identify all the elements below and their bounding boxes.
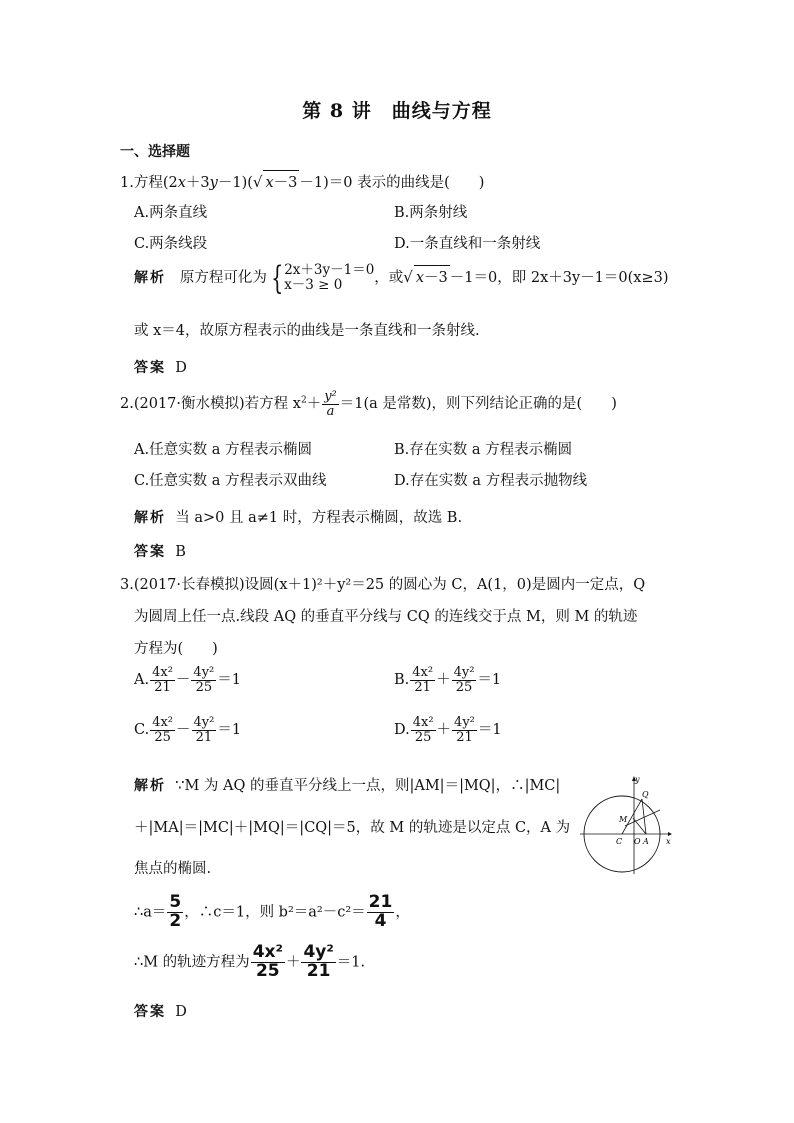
q1-sqrt	[263, 170, 299, 192]
q3-option-b-label: B.	[394, 672, 410, 689]
q3-a-op: －	[175, 672, 191, 689]
q3-option-d-label: D.	[394, 722, 410, 739]
q2-exp: 2	[300, 395, 307, 406]
radical-sign: √	[252, 173, 263, 191]
q3-a-d2: 25	[195, 679, 213, 695]
q1-answer-value: D	[175, 360, 187, 376]
q3-d-n2: 4y²	[454, 715, 475, 730]
q3-final-op: ＋	[285, 954, 301, 971]
label-c: C	[616, 837, 623, 846]
q1-analysis-sqrt-rest: －3	[424, 270, 448, 286]
q1-analysis-3: －1＝0，即 2x＋3y－1＝0(x≥3)	[449, 270, 669, 286]
q1-option-b: B.两条射线	[394, 205, 468, 221]
q3-final-d2: 21	[306, 960, 331, 981]
q1-stem-a: 1.方程(2	[120, 175, 178, 191]
q3-line-b-1: ∴M 的轨迹方程为	[134, 954, 250, 971]
q1-stem	[120, 170, 484, 192]
x-axis-arrow-icon	[668, 832, 672, 836]
q2-answer	[134, 541, 186, 561]
radical-sign: √	[403, 268, 413, 286]
q3-d-d2: 21	[456, 729, 473, 745]
q3-d-n1: 4x²	[412, 715, 434, 730]
q1-var-x: x	[177, 175, 186, 191]
q3-c-op: －	[176, 722, 191, 739]
q3-d-op: ＋	[436, 722, 452, 739]
q3-analysis-line2: ＋|MA|＝|MC|＋|MQ|＝|CQ|＝5，故 M 的轨迹是以定点 C，A 为	[134, 820, 571, 836]
q3-b-n2: 4y²	[453, 665, 475, 680]
section-heading: 一、选择题	[120, 144, 190, 160]
q2-stem-1: 2.(2017·衡水模拟)若方程 x	[120, 396, 301, 413]
q1-system	[284, 263, 374, 293]
q3-option-d	[394, 716, 502, 744]
q3-frac-a	[167, 894, 183, 931]
q2-option-c: C.任意实数 a 方程表示双曲线	[134, 473, 327, 489]
q3-d-rhs: ＝1	[477, 722, 502, 739]
q3-option-a-frac1	[150, 666, 175, 694]
q3-option-c-frac2	[192, 716, 217, 744]
q2-stem-2: ＋	[306, 396, 322, 413]
q3-stem-line3: 方程为( )	[134, 641, 218, 657]
q3-c-d1: 25	[154, 729, 171, 745]
q3-b-d1: 21	[414, 679, 431, 695]
q3-final-d1: 25	[255, 960, 280, 981]
q3-option-a-frac2	[191, 666, 216, 694]
q3-a-n2: 4y²	[193, 665, 215, 680]
ellipse-geometry-figure	[578, 774, 674, 878]
q3-b-op: ＋	[436, 672, 451, 689]
q3-stem-line1: 3.(2017·长春模拟)设圆(x＋1)²＋y²＝25 的圆心为 C，A(1，0)是圆内一定点，Q	[120, 577, 646, 593]
q2-analysis	[134, 506, 462, 527]
q3-option-b-frac1	[410, 666, 435, 694]
q3-frac-b-den: 4	[374, 910, 387, 931]
q2-stem	[120, 390, 617, 418]
q3-c-n2: 4y²	[193, 715, 215, 730]
q3-option-a-label: A.	[134, 672, 150, 689]
q2-option-d: D.存在实数 a 方程表示抛物线	[394, 473, 588, 489]
label-x: x	[666, 837, 671, 846]
q1-stem-d: －1)(	[217, 175, 253, 191]
q3-line-a-3: ，	[395, 904, 410, 921]
q2-option-a: A.任意实数 a 方程表示椭圆	[134, 442, 312, 458]
q2-frac-num: y²	[324, 389, 337, 404]
q3-a-n1: 4x²	[152, 665, 173, 680]
label-o: O	[634, 837, 641, 846]
q1-analysis-1: 原方程可化为	[179, 270, 267, 286]
q3-answer-value: D	[175, 1004, 187, 1020]
q2-frac-den: a	[326, 403, 335, 419]
q2-stem-3: ＝1(a 是常数)，则下列结论正确的是( )	[339, 396, 617, 413]
q3-option-c-frac1	[150, 716, 175, 744]
q2-fraction	[322, 390, 339, 418]
q3-line-b-2: ＝1.	[336, 954, 366, 971]
q1-stem-b: ＋3	[185, 175, 210, 191]
q2-answer-value: B	[175, 544, 186, 560]
q3-analysis-1: ∵M 为 AQ 的垂直平分线上一点，则|AM|＝|MQ|，∴|MC|	[175, 778, 561, 794]
q3-line-a-1: ∴a＝	[134, 904, 167, 921]
q2-analysis-text: 当 a>0 且 a≠1 时，方程表示椭圆，故选 B.	[175, 510, 463, 526]
q3-analysis-label: 解析	[134, 778, 166, 794]
q1-stem-g: －1)＝0 表示的曲线是( )	[299, 175, 485, 191]
page-title: 第 8 讲 曲线与方程	[302, 100, 492, 122]
q3-c-d2: 21	[195, 729, 213, 745]
label-a: A	[643, 837, 649, 846]
q3-analysis-line1	[134, 774, 560, 795]
q3-option-d-frac2	[452, 716, 477, 744]
q1-sqrt-rest: －3	[273, 175, 298, 191]
q3-answer-label: 答案	[134, 1004, 166, 1020]
q3-analysis-line3: 焦点的椭圆.	[134, 861, 212, 877]
label-q: Q	[642, 790, 649, 799]
q3-final-frac2	[301, 944, 335, 981]
q1-option-a: A.两条直线	[134, 205, 208, 221]
q3-a-d1: 21	[154, 679, 171, 695]
q3-frac-b	[367, 894, 395, 931]
q3-b-n1: 4x²	[412, 665, 434, 680]
q1-analysis-sqrt-x: x	[415, 270, 425, 286]
q1-option-c: C.两条线段	[134, 236, 208, 252]
q3-final-n1: 4x²	[252, 942, 283, 962]
perpendicular-bisector	[625, 810, 660, 826]
q3-option-c-label: C.	[134, 722, 150, 739]
q3-option-b-frac2	[452, 666, 477, 694]
q1-analysis	[134, 259, 669, 297]
label-y: y	[635, 775, 640, 784]
q3-stem-line2: 为圆周上任一点.线段 AQ 的垂直平分线与 CQ 的连线交于点 M，则 M 的轨迹	[134, 609, 638, 625]
q1-analysis-label: 解析	[134, 270, 166, 286]
q2-answer-label: 答案	[134, 544, 166, 560]
q3-a-rhs: ＝1	[217, 672, 241, 689]
q3-line-b	[134, 944, 365, 981]
q3-line-a	[134, 894, 410, 931]
q1-analysis-2: ，或	[374, 270, 404, 286]
q2-analysis-label: 解析	[134, 510, 166, 526]
q3-option-c	[134, 716, 241, 744]
q3-line-a-2: ，∴c＝1，则 b²＝a²－c²＝	[184, 904, 366, 921]
q1-var-y: y	[209, 175, 218, 191]
q1-analysis-sqrt	[414, 265, 450, 287]
q3-b-d2: 25	[455, 679, 473, 695]
q3-final-frac1	[251, 944, 285, 981]
q3-c-n1: 4x²	[152, 715, 174, 730]
q3-c-rhs: ＝1	[217, 722, 242, 739]
brace-icon: {	[270, 259, 284, 297]
q3-option-b	[394, 666, 501, 694]
q3-option-d-frac1	[411, 716, 436, 744]
q2-option-b: B.存在实数 a 方程表示椭圆	[394, 442, 573, 458]
label-m: M	[619, 815, 628, 824]
q1-answer-label: 答案	[134, 360, 166, 376]
q3-option-a	[134, 666, 241, 694]
q1-system-eq1: 2x＋3y－1＝0	[284, 262, 375, 279]
q3-frac-a-num: 5	[169, 892, 182, 912]
q3-b-rhs: ＝1	[477, 672, 502, 689]
q1-analysis-line2: 或 x＝4，故原方程表示的曲线是一条直线和一条射线.	[134, 323, 480, 339]
q3-answer	[134, 1001, 187, 1021]
q1-answer	[134, 357, 187, 377]
q3-frac-a-den: 2	[169, 910, 182, 931]
q3-final-n2: 4y²	[303, 942, 334, 962]
q3-frac-b-num: 21	[368, 892, 393, 912]
q1-option-d: D.一条直线和一条射线	[394, 236, 541, 252]
q1-sqrt-x: x	[265, 175, 274, 191]
q3-d-d1: 25	[414, 729, 432, 745]
q1-system-eq2: x－3 ≥ 0	[284, 277, 343, 293]
